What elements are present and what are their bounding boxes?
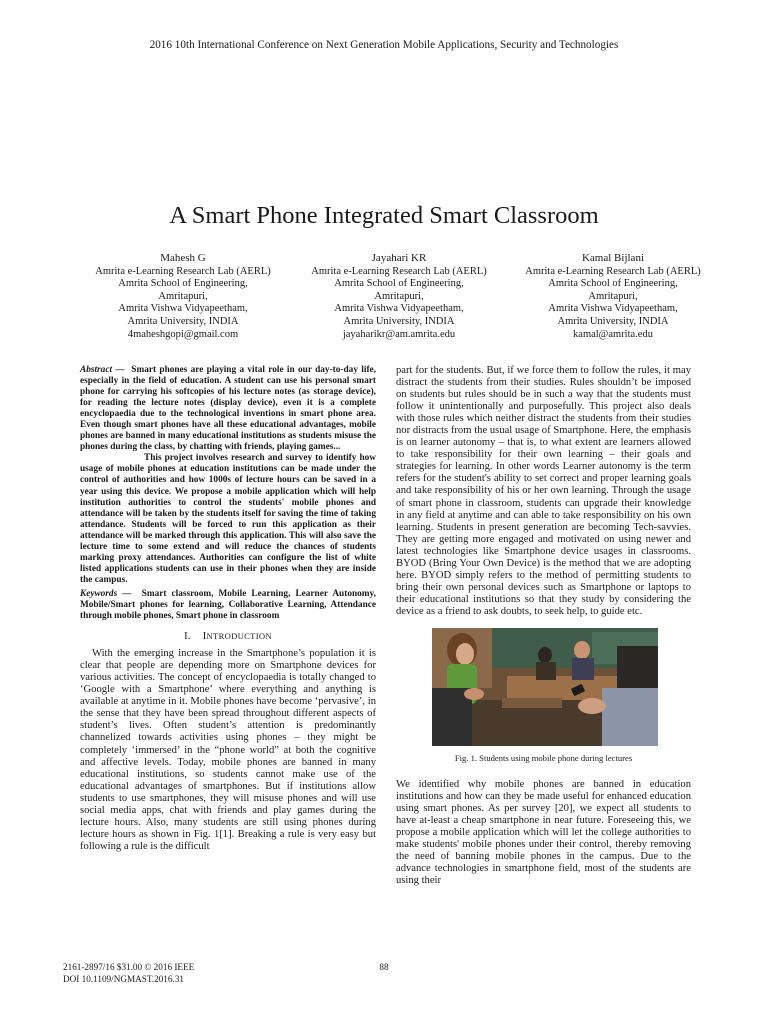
abstract-paragraph-2: This project involves research and survey to identify how usage of mobile phones at education institutions can be made under the control of authorities and how 1000s of lecture hours can be saved in a year using this device. We propose a mobile application which will help institution authorities to control the students' mobile phones and attendance will be taken by the students itself for saving the time of taking attendance. Students will be forced to run this application as their attendance will be marked through this application. This will also save the lecture time to some extend and will reduce the chances of students marking proxy attendances. Authorities can configure the list of white listed applications students can use in their phones when they are inside the campus. (80, 453, 376, 585)
abstract-text-1: Smart phones are playing a vital role in our day-to-day life, especially in the field of education. A student can use his personal smart phone for carrying his softcopies of his lecture notes (as storage device), for reading the lecture notes (display device), even it is a complete encyclopaedia due to the technological inventions in smart phone area. Even though smart phones have all these educational advantages, mobile phones are banned in many educational institutions as students misuse the phones during the class, by chatting with friends, playing games... (80, 365, 376, 453)
footer-issn: 2161-2897/16 $31.00 © 2016 IEEE (63, 962, 195, 972)
author-school: Amrita School of Engineering, (118, 278, 248, 290)
conference-header: 2016 10th International Conference on Next Generation Mobile Applications, Security and Technologies (149, 39, 619, 51)
author-country: Amrita University, INDIA (557, 315, 669, 327)
keywords-label: Keywords — (80, 588, 132, 599)
abstract-label: Abstract — (80, 365, 125, 375)
paper-title: A Smart Phone Integrated Smart Classroom (169, 202, 599, 229)
author-affiliation: Amrita e-Learning Research Lab (AERL) (311, 265, 487, 277)
author-email: kamal@amrita.edu (573, 328, 653, 340)
author-email: 4maheshgopi@gmail.com (127, 328, 239, 340)
author-school: Amrita School of Engineering, (334, 278, 464, 290)
section-heading-introduction (80, 630, 376, 643)
author-name: Kamal Bijlani (581, 252, 644, 264)
intro-paragraph: With the emerging increase in the Smartphone’s population it is clear that people are depending more on Smartphone devices for various activities. The concept of encyclopaedia is totally changed to ‘Google with a Smartphone’ where everything and anything is available at anytime in it. Mobile phones have become ‘pervasive’, in the sense that they have been spread throughout different aspects of student’s lives. Often student’s attention is predominantly channelized towards activities using phones – they might be completely ‘immersed’ in the “phone world” at both the cognitive and affective levels. Today, mobile phones are banned in many educational institutions, so students cannot make use of the educational advantages of smartphones. But if institutions allow students to use smartphones, they will misuse phones and will use social media apps, chat with friends and play games during the lecture hours. Also, many students are still using phones during lecture hours as shown in Fig. 1[1]. Breaking a rule is very easy but following a rule is the difficult (80, 648, 376, 852)
section-title-rest: NTRODUCTION (206, 631, 272, 642)
author-university: Amrita Vishwa Vidyapeetham, (334, 303, 464, 315)
author-email: jayaharikr@am.amrita.edu (342, 328, 456, 340)
author-university: Amrita Vishwa Vidyapeetham, (548, 303, 678, 315)
author-block (289, 252, 509, 341)
figure-photo (432, 628, 658, 746)
author-country: Amrita University, INDIA (127, 315, 239, 327)
right-column (396, 365, 691, 887)
author-campus: Amritapuri, (588, 290, 638, 302)
author-affiliation: Amrita e-Learning Research Lab (AERL) (95, 265, 271, 277)
keywords (80, 589, 376, 622)
section-numeral: I. (184, 631, 191, 643)
left-column (80, 365, 376, 853)
author-school: Amrita School of Engineering, (548, 278, 678, 290)
right-paragraph-2: We identified why mobile phones are banned in education institutions and how can they be made useful for enhanced education using smart phones. As per survey [20], we expect all students to have at-least a cheap smartphone in near future. Foreseeing this, we propose a mobile application which will let the college authorities to make students' mobile phones under their control, thereby removing the need of banning mobile phones in the campus. Due to the advance technologies in smartphone field, most of the students are using their (396, 779, 691, 887)
author-campus: Amritapuri, (158, 290, 208, 302)
right-paragraph-1: part for the students. But, if we force them to follow the rules, it may distract the students from their studies. Rules shouldn’t be imposed on students but rules should be in such a way that the students must follow it unintentionally and purposefully. This project also deals with those rules which neither distract the students from their studies nor distracts from the usual usage of Smartphone. Here, the emphasis is on learner autonomy – that is, to what extent are learners allowed to take responsibility for their own learning – their goals and strategies for learning. In other words Learner autonomy is the term refers for the student's ability to set correct and proper learning goals and take responsibility of his or her own learning. Through the usage of smart phone in classroom, students can upgrade their knowledge in any field at anytime and can able to take responsibility on his own learning. Students in present generation are becoming Tech-savvies. They are getting more engaged and motivated on using newer and latest technologies like Smartphone device usages in classrooms. BYOD (Bring Your Own Device) is the method that we are adopting here. BYOD simply refers to the method of permitting students to bring their own personal devices such as Smartphone or laptops to their educational institutions so that they study by considering the device as a friend to ask doubts, to seek help, to guide etc. (396, 365, 691, 617)
abstract-paragraph-1 (80, 365, 376, 453)
footer-doi: DOI 10.1109/NGMAST.2016.31 (63, 973, 184, 984)
page-number: 88 (379, 962, 389, 972)
author-name: Mahesh G (160, 252, 206, 264)
figure-caption: Fig. 1. Students using mobile phone during lectures (454, 752, 633, 763)
author-campus: Amritapuri, (374, 290, 424, 302)
author-block (503, 252, 723, 341)
author-name: Jayahari KR (371, 252, 427, 264)
keywords-text: Smart classroom, Mobile Learning, Learner Autonomy, Mobile/Smart phones for learning, Collaborative Learning, Attendance through mobile phones, Smart phone in classroom (80, 588, 376, 622)
author-university: Amrita Vishwa Vidyapeetham, (118, 303, 248, 315)
author-country: Amrita University, INDIA (343, 315, 455, 327)
section-initial: I (202, 631, 207, 643)
author-affiliation: Amrita e-Learning Research Lab (AERL) (525, 265, 701, 277)
classroom-photo (432, 628, 658, 746)
author-block (73, 252, 293, 341)
abstract (80, 365, 376, 586)
